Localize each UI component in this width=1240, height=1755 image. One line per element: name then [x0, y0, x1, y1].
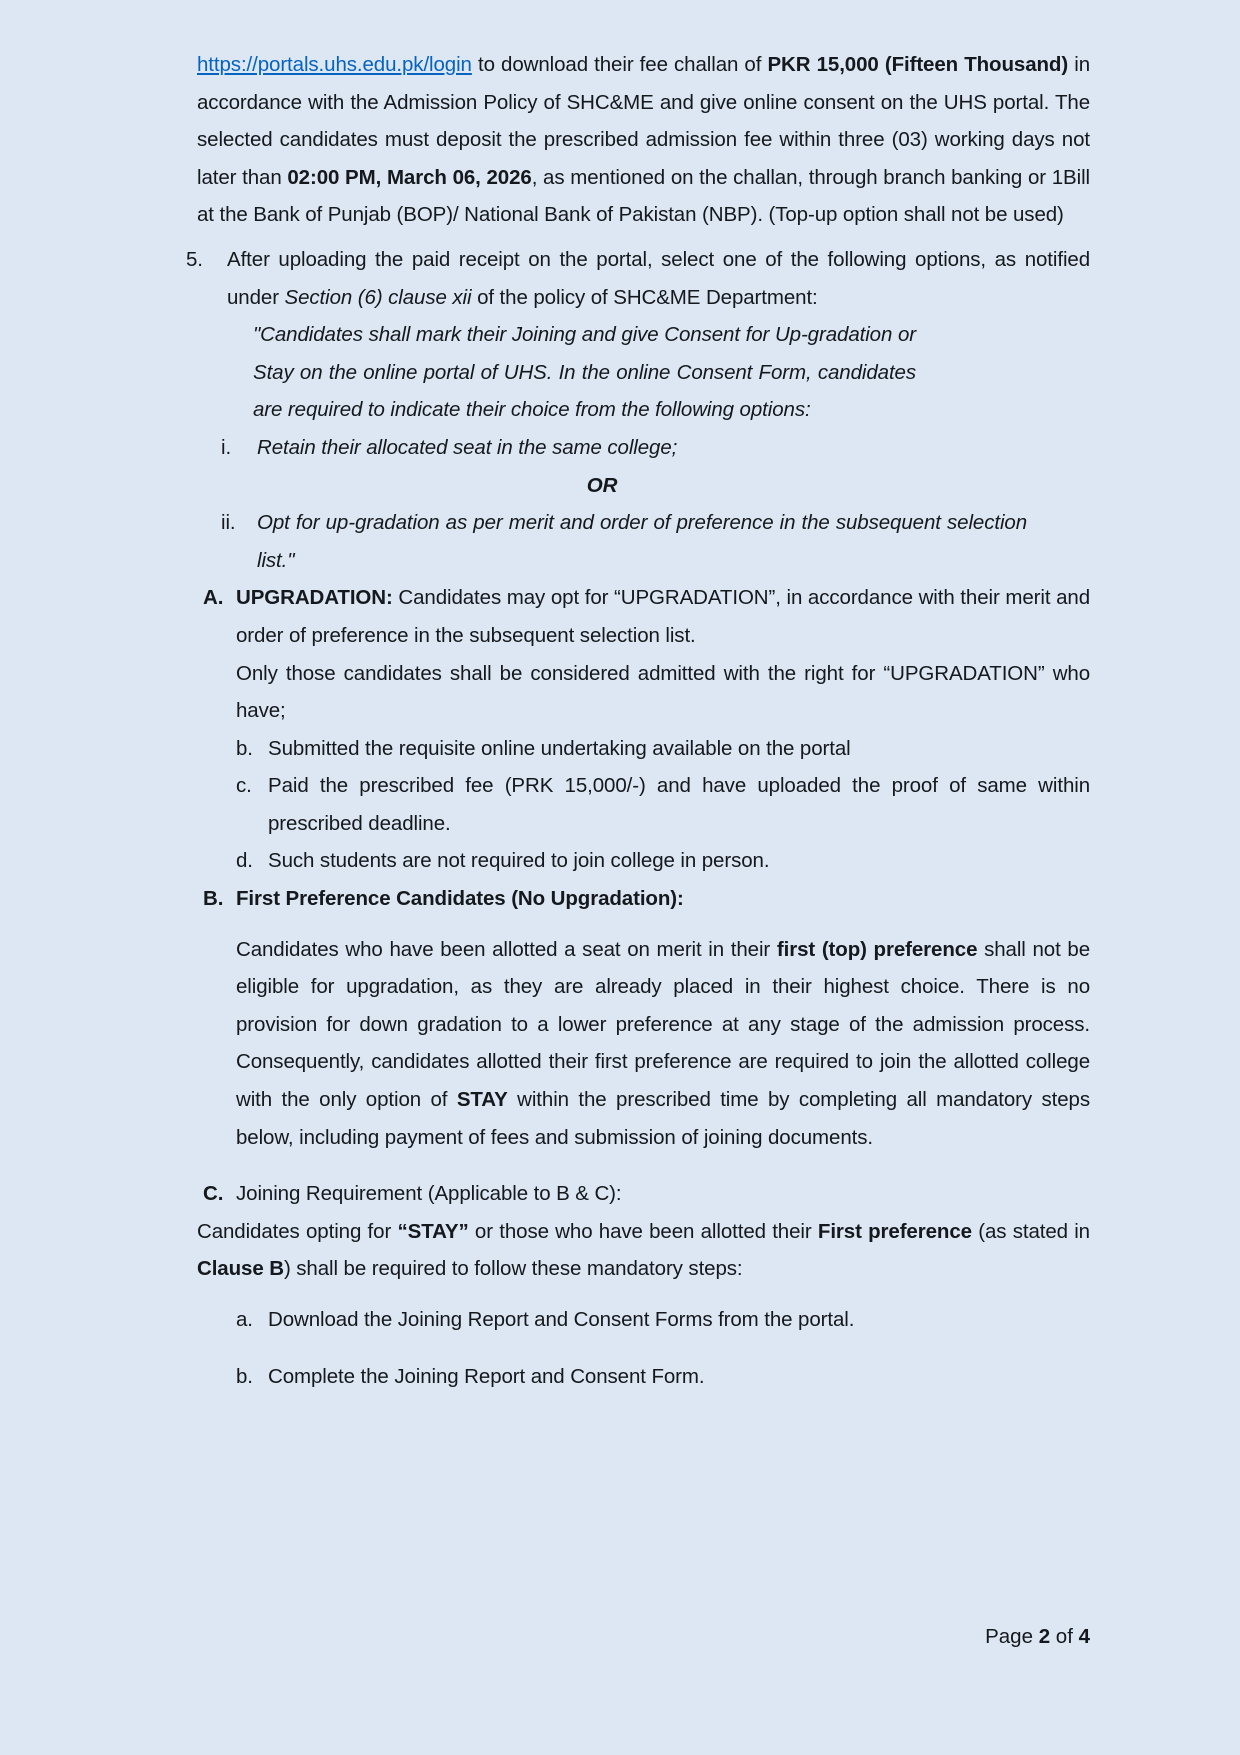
text-run: to download their fee challan of: [471, 53, 768, 76]
page-footer: [197, 1622, 1090, 1652]
list-marker: c.: [236, 774, 252, 798]
text-run: Paid the prescribed fee (PRK 15,000/-) and have uploaded the proof of same within prescribed deadline.: [268, 774, 1090, 835]
text-run: Such students are not required to join college in person.: [268, 849, 770, 873]
block-section-c-paragraph: [197, 1213, 1090, 1288]
list-marker: ii.: [221, 511, 236, 535]
text-run: shall not be eligible for upgradation, as they are already placed in their highest choice. There is no provision for down gradation to a lower preference at any stage of the admission process. Consequently, candidates allotted their first preference are required to join the allotted college with the only option of: [236, 937, 1090, 1112]
block-item-d: [236, 842, 1090, 880]
block-section-a-continuation: [236, 655, 1090, 730]
block-section-c-heading: [203, 1175, 1090, 1213]
text-run: in accordance with the Admission Policy of SHC&ME and give online consent on the UHS portal. The selected candidates must deposit the prescribed admission fee within three (03) working days not later than: [197, 53, 1090, 189]
text-run: within the prescribed time by completing all mandatory steps below, including payment of fees and submission of joining documents.: [236, 1088, 1090, 1149]
block-section-b-heading: [203, 880, 1090, 918]
block-option-ii: [221, 504, 1027, 579]
page-label: Page: [985, 1625, 1039, 1648]
total-pages: 4: [1078, 1625, 1090, 1648]
list-item-body: [268, 767, 1090, 842]
block-policy-quote: [253, 316, 916, 429]
text-run: “STAY”: [397, 1219, 469, 1243]
text-run: Joining Requirement (Applicable to B & C):: [236, 1182, 622, 1206]
text-run: first (top) preference: [776, 937, 978, 961]
block-section-a-heading: [203, 579, 1090, 654]
list-marker: b.: [236, 1364, 253, 1388]
block-or-separator: [257, 467, 947, 505]
text-run: ) shall be required to follow these mandatory steps:: [283, 1257, 743, 1281]
text-run: , as mentioned on the challan, through branch banking or 1Bill at the Bank of Punjab (BOP)/ National Bank of Pakistan (NBP). (Top-up option shall not be used): [197, 165, 1090, 227]
list-item-body: [236, 1175, 1090, 1213]
block-intro-paragraph: [197, 46, 1090, 234]
list-marker: 5.: [186, 247, 203, 271]
list-item-body: [236, 579, 1090, 654]
text-run: STAY: [456, 1088, 508, 1112]
text-run: Candidates opting for: [197, 1219, 398, 1243]
text-run: OR: [586, 473, 618, 497]
text-run: First Preference Candidates (No Upgradation):: [236, 887, 684, 911]
text-run: PKR 15,000 (Fifteen Thousand): [767, 53, 1069, 76]
list-marker: d.: [236, 849, 253, 873]
text-run: First preference: [817, 1219, 972, 1243]
text-run: After uploading the paid receipt on the portal, select one of the following options, as notified under: [227, 247, 1090, 309]
document-content: [186, 46, 1090, 1395]
text-run: UPGRADATION:: [236, 586, 393, 610]
list-item-body: [257, 429, 1027, 467]
text-run: Retain their allocated seat in the same college;: [257, 435, 678, 459]
text-run: Submitted the requisite online undertaking available on the portal: [268, 736, 851, 760]
text-run: Complete the Joining Report and Consent Form.: [268, 1364, 705, 1388]
block-item-c: [236, 767, 1090, 842]
page-number: 2: [1038, 1625, 1051, 1648]
portal-login-link[interactable]: https://portals.uhs.edu.pk/login: [197, 53, 472, 76]
list-item-body: [268, 1358, 1090, 1396]
list-marker: i.: [221, 435, 232, 459]
text-run: Section (6) clause xii: [284, 285, 472, 309]
text-run: 02:00 PM, March 06, 2026: [287, 165, 532, 189]
list-item-body: [268, 730, 1090, 768]
block-section-b-paragraph: [236, 931, 1090, 1157]
text-run: of the policy of SHC&ME Department:: [471, 285, 818, 309]
block-item-5: [186, 241, 1090, 316]
block-option-i: [221, 429, 1027, 467]
list-marker: C.: [203, 1182, 224, 1206]
list-item-body: [268, 842, 1090, 880]
block-item-b: [236, 730, 1090, 768]
list-marker: A.: [203, 586, 224, 610]
of-label: of: [1050, 1625, 1079, 1648]
list-marker: a.: [236, 1308, 253, 1331]
text-run: Only those candidates shall be considered admitted with the right for “UPGRADATION” who have;: [236, 661, 1090, 723]
text-run: Candidates may opt for “UPGRADATION”, in accordance with their merit and order of preference in the subsequent selection list.: [236, 586, 1090, 647]
block-step-b: [236, 1358, 1090, 1396]
list-marker: B.: [203, 887, 224, 911]
list-item-body: [257, 504, 1027, 579]
text-run: Candidates who have been allotted a seat on merit in their: [236, 937, 777, 961]
list-marker: b.: [236, 736, 253, 760]
text-run: or those who have been allotted their: [468, 1219, 818, 1243]
text-run: (as stated in: [971, 1219, 1090, 1243]
list-item-body: [236, 880, 1090, 918]
text-run: "Candidates shall mark their Joining and give Consent for Up-gradation or Stay on the online portal of UHS. In the online Consent Form, candidates are required to indicate their choice from the following options:: [253, 323, 916, 422]
text-run: Clause B: [197, 1257, 284, 1281]
block-step-a: [236, 1301, 1090, 1339]
text-run: Opt for up-gradation as per merit and order of preference in the subsequent selection list.": [257, 511, 1027, 572]
text-run: Download the Joining Report and Consent Forms from the portal.: [268, 1308, 855, 1331]
list-item-body: [268, 1301, 1090, 1339]
list-item-body: [227, 241, 1090, 316]
